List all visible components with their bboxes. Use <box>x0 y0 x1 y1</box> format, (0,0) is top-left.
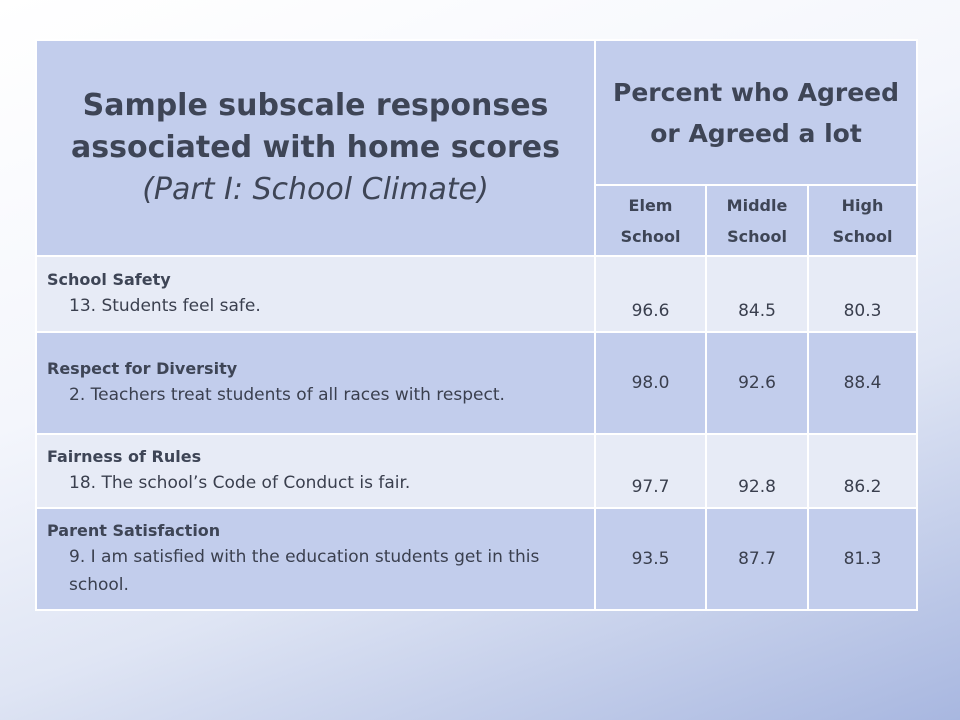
value-high: 88.4 <box>808 332 917 434</box>
value-elem: 98.0 <box>595 332 706 434</box>
value-high: 80.3 <box>808 256 917 332</box>
row-description <box>36 256 595 332</box>
subscale-label: Respect for Diversity <box>47 359 238 378</box>
row-description <box>36 332 595 434</box>
table-row <box>36 434 917 508</box>
value-middle: 84.5 <box>706 256 808 332</box>
item-text: 18. The school’s Code of Conduct is fair. <box>69 473 411 493</box>
row-description <box>36 434 595 508</box>
column-header-elem: Elem School <box>595 185 706 256</box>
value-elem: 97.7 <box>595 434 706 508</box>
value-middle: 92.8 <box>706 434 808 508</box>
subscale-label: Parent Satisfaction <box>47 521 221 540</box>
value-middle: 92.6 <box>706 332 808 434</box>
value-high: 86.2 <box>808 434 917 508</box>
table-title: Sample subscale responses associated with home scores <box>71 88 560 165</box>
percent-header: Percent who Agreed or Agreed a lot <box>595 40 917 185</box>
value-middle: 87.7 <box>706 508 808 610</box>
table-title-cell <box>36 40 595 256</box>
subscale-label: Fairness of Rules <box>47 447 202 466</box>
value-elem: 93.5 <box>595 508 706 610</box>
column-header-high: High School <box>808 185 917 256</box>
row-description <box>36 508 595 610</box>
column-header-middle: Middle School <box>706 185 808 256</box>
value-high: 81.3 <box>808 508 917 610</box>
table-row <box>36 508 917 610</box>
table-row <box>36 256 917 332</box>
table-subtitle: (Part I: School Climate) <box>142 172 489 207</box>
subscale-label: School Safety <box>47 270 171 289</box>
item-text: 13. Students feel safe. <box>69 296 261 316</box>
item-text: 9. I am satisfied with the education students get in this school. <box>69 547 540 595</box>
value-elem: 96.6 <box>595 256 706 332</box>
results-table <box>35 39 918 611</box>
table-row <box>36 332 917 434</box>
item-text: 2. Teachers treat students of all races with respect. <box>69 385 505 405</box>
